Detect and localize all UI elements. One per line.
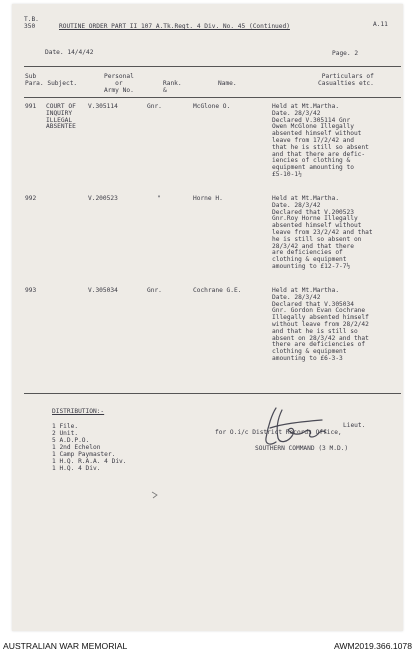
distribution-item: 1 H.Q. 4 Div.	[52, 465, 101, 472]
col-particulars: Particulars of Casualties etc.	[318, 73, 374, 87]
row-name: McGlone O.	[193, 103, 231, 110]
row-name: Cochrane G.E.	[193, 287, 242, 294]
footer-institution: AUSTRALIAN WAR MEMORIAL	[3, 641, 128, 651]
row-rank: Gnr.	[147, 103, 162, 110]
sheet-number: A.11	[373, 21, 388, 28]
col-sub-para: Sub Para. Subject.	[25, 73, 78, 87]
distribution-item: 1 File.	[52, 423, 79, 430]
footer-catalog-id: AWM2019.366.1078	[333, 641, 412, 651]
col-personal-number: Personal or Army No.	[104, 73, 134, 94]
document-title: ROUTINE ORDER PART II 107 A.Tk.Regt. 4 Div. No. 45 (Continued)	[59, 23, 290, 30]
table-rule-bottom	[24, 393, 401, 394]
row-para: 991	[25, 103, 37, 110]
ref-number: 350	[24, 23, 36, 30]
signatory-rank: Lieut.	[343, 422, 366, 429]
header-rule-top	[24, 66, 401, 67]
order-date: Date. 14/4/42	[45, 49, 94, 56]
row-subject: COURT OF INQUIRY ILLEGAL ABSENTEE	[46, 103, 76, 131]
row-number: V.200523	[88, 195, 118, 202]
row-para: 992	[25, 195, 37, 202]
row-details: Held at Mt.Martha. Date. 28/3/42 Declared that V.305034 Gnr. Gordon Evan Cochrane Illegally absented himself without leave from 28/2/42 and that he is still so absent on 28/3/42 and that there are deficiencies of clothing & equipment amounting to £6-3-3	[272, 287, 369, 362]
signatory-command: SOUTHERN COMMAND (3 M.D.)	[255, 445, 349, 452]
distribution-item: 5 A.D.P.O.	[52, 437, 90, 444]
col-rank: Rank. &	[163, 80, 182, 94]
distribution-item: 1 Camp Paymaster.	[52, 451, 116, 458]
ref-top: T.B.	[24, 16, 39, 23]
pencil-mark	[151, 491, 159, 499]
handwritten-signature	[262, 404, 334, 448]
footer-bar	[0, 636, 416, 653]
row-rank: Gnr.	[147, 287, 162, 294]
distribution-heading: DISTRIBUTION:-	[52, 408, 105, 415]
row-para: 993	[25, 287, 37, 294]
page-number: Page. 2	[332, 50, 359, 57]
row-number: V.305114	[88, 103, 118, 110]
header-rule-bottom	[24, 97, 401, 98]
row-name: Horne H.	[193, 195, 223, 202]
col-name: Name.	[218, 80, 237, 87]
distribution-item: 1 2nd Echelon	[52, 444, 101, 451]
distribution-item: 1 H.Q. R.A.A. 4 Div.	[52, 458, 127, 465]
row-number: V.305034	[88, 287, 118, 294]
signatory-office: for O.i/c District Records Office,	[215, 429, 342, 436]
distribution-item: 2 Unit.	[52, 430, 79, 437]
row-details: Held at Mt.Martha. Date. 28/3/42 Declared that V.200523 Gnr.Roy Horne Illegally absented himself without leave from 23/2/42 and that he is still so absent on 28/3/42 and that there are deficiencies of clothing & equipment amounting to £12-7-7½	[272, 195, 373, 270]
row-details: Held at Mt.Martha. Date. 28/3/42 Declared V.305114 Gnr Owen McGlone Illegally absented himself without leave from 17/2/42 and that he is still so absent and that there are defic- iencies of clothing & equipment amounting to £5-10-1½	[272, 103, 369, 178]
row-rank: "	[157, 195, 161, 202]
